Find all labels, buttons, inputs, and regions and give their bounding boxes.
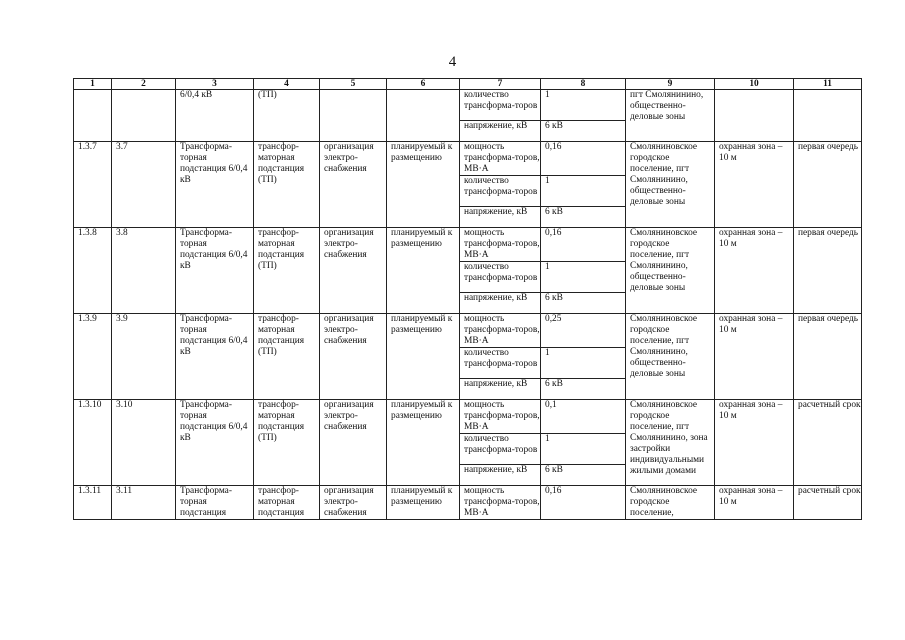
cell-purpose: организация электро-снабжения: [320, 142, 387, 228]
cell-type: трансфор-маторная подстанция: [254, 486, 320, 520]
cell-param-value: 6 кВ: [541, 465, 626, 486]
header-cell: 11: [794, 79, 862, 90]
register-table: [73, 78, 862, 520]
header-cell: 4: [254, 79, 320, 90]
cell-param-label: количество трансформа-торов: [460, 176, 541, 207]
cell-name: 6/0,4 кВ: [176, 90, 254, 142]
cell-number: 1.3.9: [74, 314, 112, 400]
cell-param-value: 1: [541, 434, 626, 465]
cell-param-value: 1: [541, 348, 626, 379]
cell-number: 1.3.11: [74, 486, 112, 520]
cell-ref: [112, 90, 176, 142]
cell-type: трансфор-маторная подстанция (ТП): [254, 314, 320, 400]
cell-param-label: количество трансформа-торов: [460, 262, 541, 293]
cell-type: трансфор-маторная подстанция (ТП): [254, 228, 320, 314]
cell-stage: первая очередь: [794, 314, 862, 400]
cell-location: Смоляниновское городское поселение,: [626, 486, 715, 520]
cell-param-value: 0,25: [541, 314, 626, 348]
cell-location: пгт Смолянинино, общественно-деловые зоны: [626, 90, 715, 142]
cell-location: Смоляниновское городское поселение, пгт Смолянинино, общественно-деловые зоны: [626, 314, 715, 400]
cell-type: трансфор-маторная подстанция (ТП): [254, 142, 320, 228]
cell-purpose: [320, 90, 387, 142]
cell-status: планируемый к размещению: [387, 400, 460, 486]
cell-param-value: 6 кВ: [541, 379, 626, 400]
cell-status: [387, 90, 460, 142]
cell-stage: расчетный срок: [794, 486, 862, 520]
page-number: 4: [448, 54, 457, 70]
cell-param-label: напряжение, кВ: [460, 379, 541, 400]
cell-zone: охранная зона – 10 м: [715, 400, 794, 486]
cell-param-value: 0,16: [541, 142, 626, 176]
cell-status: планируемый к размещению: [387, 314, 460, 400]
cell-status: планируемый к размещению: [387, 486, 460, 520]
cell-name: Трансформа-торная подстанция 6/0,4 кВ: [176, 400, 254, 486]
cell-location: Смоляниновское городское поселение, пгт Смолянинино, общественно-деловые зоны: [626, 228, 715, 314]
cell-param-value: 6 кВ: [541, 207, 626, 228]
cell-stage: первая очередь: [794, 142, 862, 228]
table-row: [74, 400, 862, 434]
cell-location: Смоляниновское городское поселение, пгт Смолянинино, зона застройки индивидуальными жилыми домами: [626, 400, 715, 486]
cell-param-label: мощность трансформа-торов, МВ·А: [460, 228, 541, 262]
table-row: [74, 314, 862, 348]
cell-purpose: организация электро-снабжения: [320, 486, 387, 520]
table-row: [74, 142, 862, 176]
cell-type: трансфор-маторная подстанция (ТП): [254, 400, 320, 486]
header-cell: 6: [387, 79, 460, 90]
cell-stage: расчетный срок: [794, 400, 862, 486]
cell-param-label: напряжение, кВ: [460, 207, 541, 228]
cell-param-value: 1: [541, 262, 626, 293]
cell-param-value: 1: [541, 90, 626, 121]
cell-purpose: организация электро-снабжения: [320, 314, 387, 400]
cell-zone: охранная зона – 10 м: [715, 142, 794, 228]
table-row: [74, 228, 862, 262]
cell-param-value: 0,16: [541, 486, 626, 520]
cell-param-value: 6 кВ: [541, 121, 626, 142]
cell-location: Смоляниновское городское поселение, пгт Смолянинино, общественно-деловые зоны: [626, 142, 715, 228]
cell-param-label: мощность трансформа-торов, МВ·А: [460, 314, 541, 348]
cell-number: 1.3.7: [74, 142, 112, 228]
header-cell: 1: [74, 79, 112, 90]
cell-number: [74, 90, 112, 142]
header-cell: 9: [626, 79, 715, 90]
cell-zone: охранная зона – 10 м: [715, 314, 794, 400]
table-row: [74, 486, 862, 520]
cell-number: 1.3.10: [74, 400, 112, 486]
header-cell: 2: [112, 79, 176, 90]
cell-ref: 3.8: [112, 228, 176, 314]
cell-param-label: количество трансформа-торов: [460, 348, 541, 379]
cell-purpose: организация электро-снабжения: [320, 228, 387, 314]
cell-ref: 3.11: [112, 486, 176, 520]
cell-ref: 3.7: [112, 142, 176, 228]
cell-ref: 3.9: [112, 314, 176, 400]
cell-type: (ТП): [254, 90, 320, 142]
cell-zone: [715, 90, 794, 142]
cell-name: Трансформа-торная подстанция 6/0,4 кВ: [176, 314, 254, 400]
header-cell: 7: [460, 79, 541, 90]
cell-param-value: 0,16: [541, 228, 626, 262]
cell-param-label: количество трансформа-торов: [460, 434, 541, 465]
cell-status: планируемый к размещению: [387, 142, 460, 228]
cell-stage: первая очередь: [794, 228, 862, 314]
cell-name: Трансформа-торная подстанция 6/0,4 кВ: [176, 142, 254, 228]
cell-param-value: 1: [541, 176, 626, 207]
cell-zone: охранная зона – 10 м: [715, 486, 794, 520]
cell-name: Трансформа-торная подстанция: [176, 486, 254, 520]
cell-param-label: напряжение, кВ: [460, 121, 541, 142]
cell-param-label: мощность трансформа-торов, МВ·А: [460, 400, 541, 434]
cell-name: Трансформа-торная подстанция 6/0,4 кВ: [176, 228, 254, 314]
header-cell: 5: [320, 79, 387, 90]
cell-ref: 3.10: [112, 400, 176, 486]
cell-status: планируемый к размещению: [387, 228, 460, 314]
cell-param-label: напряжение, кВ: [460, 293, 541, 314]
table-row: [74, 90, 862, 121]
cell-param-label: мощность трансформа-торов, МВ·А: [460, 142, 541, 176]
cell-param-label: напряжение, кВ: [460, 465, 541, 486]
header-cell: 10: [715, 79, 794, 90]
cell-param-label: количество трансформа-торов: [460, 90, 541, 121]
cell-param-value: 0,1: [541, 400, 626, 434]
cell-stage: [794, 90, 862, 142]
cell-param-value: 6 кВ: [541, 293, 626, 314]
table-body: [74, 79, 862, 520]
cell-number: 1.3.8: [74, 228, 112, 314]
cell-param-label: мощность трансформа-торов, МВ·А: [460, 486, 541, 520]
header-cell: 3: [176, 79, 254, 90]
cell-purpose: организация электро-снабжения: [320, 400, 387, 486]
header-cell: 8: [541, 79, 626, 90]
header-row: [74, 79, 862, 90]
cell-zone: охранная зона – 10 м: [715, 228, 794, 314]
